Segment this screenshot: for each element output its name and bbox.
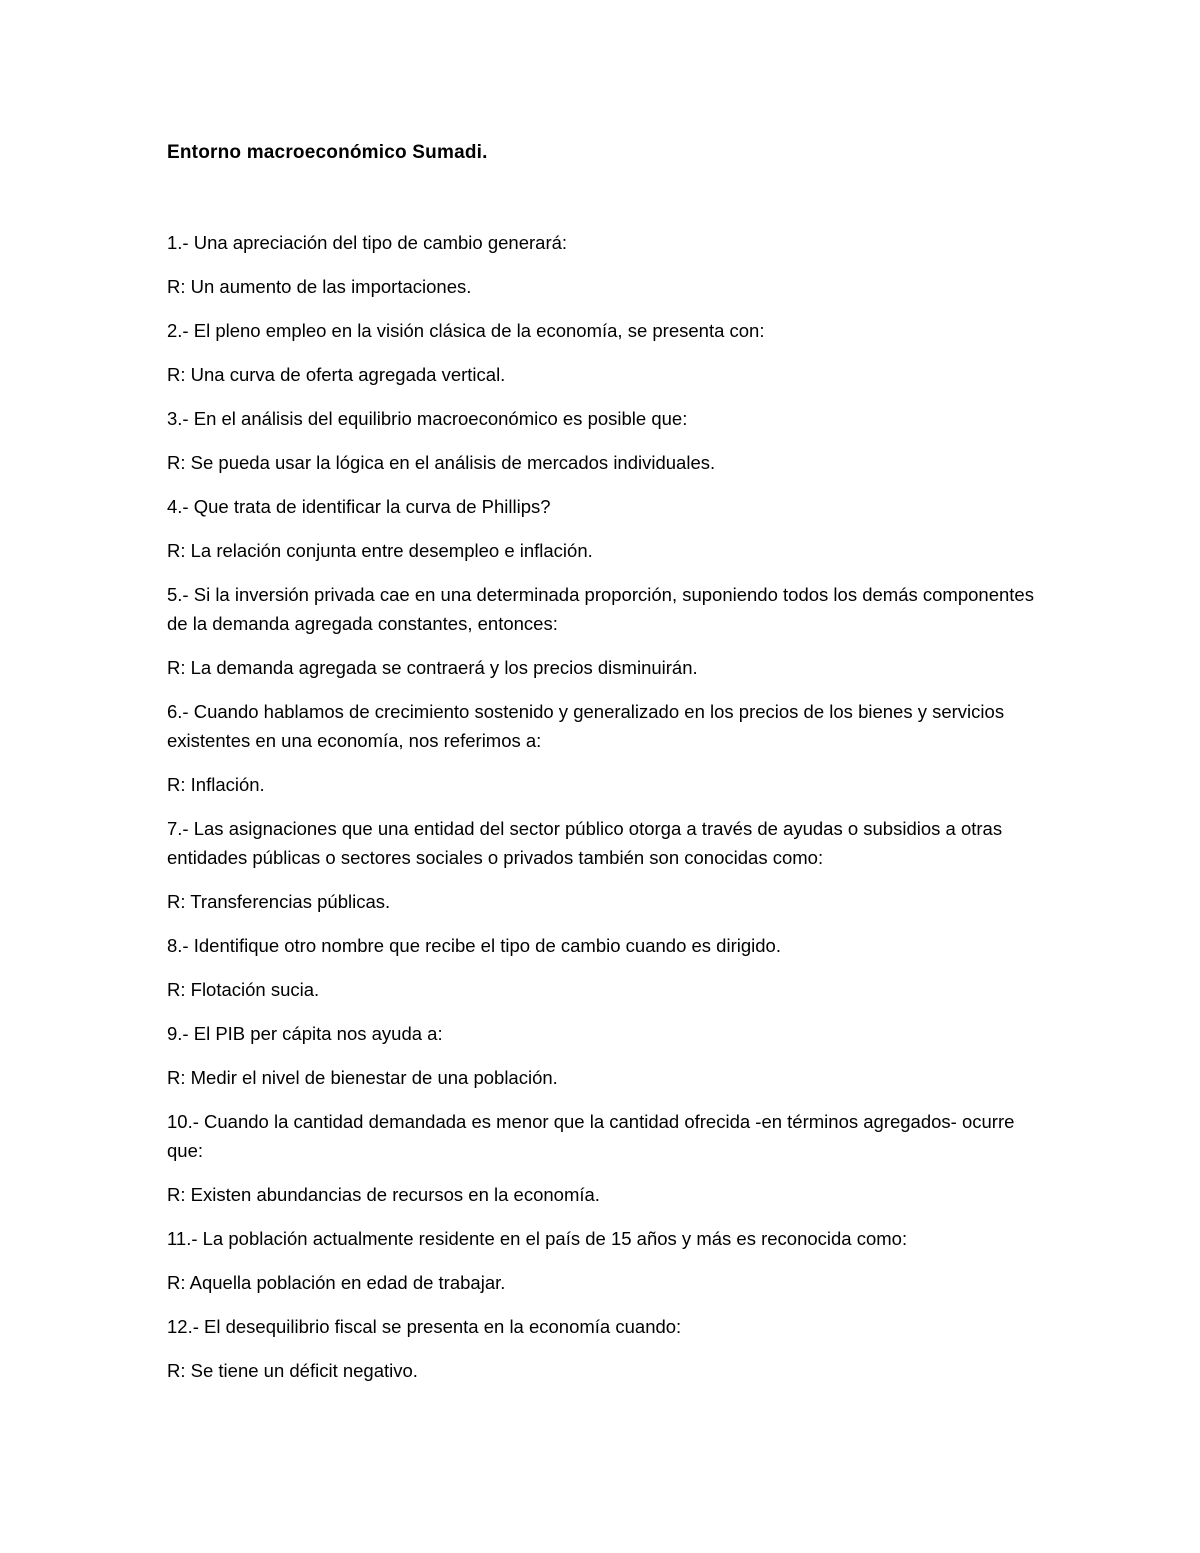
question-3: 3.- En el análisis del equilibrio macroeconómico es posible que: <box>167 408 688 429</box>
question-4: 4.- Que trata de identificar la curva de Phillips? <box>167 496 551 517</box>
answer-8: R: Flotación sucia. <box>167 979 320 1000</box>
answer-7: R: Transferencias públicas. <box>167 891 391 912</box>
document-title: Entorno macroeconómico Sumadi. <box>167 142 488 163</box>
question-11: 11.- La población actualmente residente en el país de 15 años y más es reconocida como: <box>167 1228 908 1249</box>
answer-11: R: Aquella población en edad de trabajar. <box>167 1272 506 1293</box>
question-10: 10.- Cuando la cantidad demandada es menor que la cantidad ofrecida -en términos agregados- ocurre que: <box>167 1111 1015 1161</box>
answer-2: R: Una curva de oferta agregada vertical. <box>167 364 506 385</box>
answer-9: R: Medir el nivel de bienestar de una población. <box>167 1067 558 1088</box>
answer-10: R: Existen abundancias de recursos en la economía. <box>167 1184 600 1205</box>
question-12: 12.- El desequilibrio fiscal se presenta en la economía cuando: <box>167 1316 682 1337</box>
question-6: 6.- Cuando hablamos de crecimiento sostenido y generalizado en los precios de los bienes y servicios existentes en una economía, nos referimos a: <box>167 701 1005 751</box>
question-8: 8.- Identifique otro nombre que recibe el tipo de cambio cuando es dirigido. <box>167 935 781 956</box>
question-5: 5.- Si la inversión privada cae en una determinada proporción, suponiendo todos los demás componentes de la demanda agregada constantes, entonces: <box>167 584 1034 634</box>
question-7: 7.- Las asignaciones que una entidad del sector público otorga a través de ayudas o subsidios a otras entidades públicas o sectores sociales o privados también son conocidas como: <box>167 818 1003 868</box>
question-1: 1.- Una apreciación del tipo de cambio generará: <box>167 232 568 253</box>
answer-4: R: La relación conjunta entre desempleo e inflación. <box>167 540 593 561</box>
answer-6: R: Inflación. <box>167 774 265 795</box>
question-9: 9.- El PIB per cápita nos ayuda a: <box>167 1023 443 1044</box>
question-2: 2.- El pleno empleo en la visión clásica de la economía, se presenta con: <box>167 320 765 341</box>
answer-1: R: Un aumento de las importaciones. <box>167 276 472 297</box>
answer-12: R: Se tiene un déficit negativo. <box>167 1360 418 1381</box>
answer-5: R: La demanda agregada se contraerá y los precios disminuirán. <box>167 657 698 678</box>
answer-3: R: Se pueda usar la lógica en el análisis de mercados individuales. <box>167 452 716 473</box>
